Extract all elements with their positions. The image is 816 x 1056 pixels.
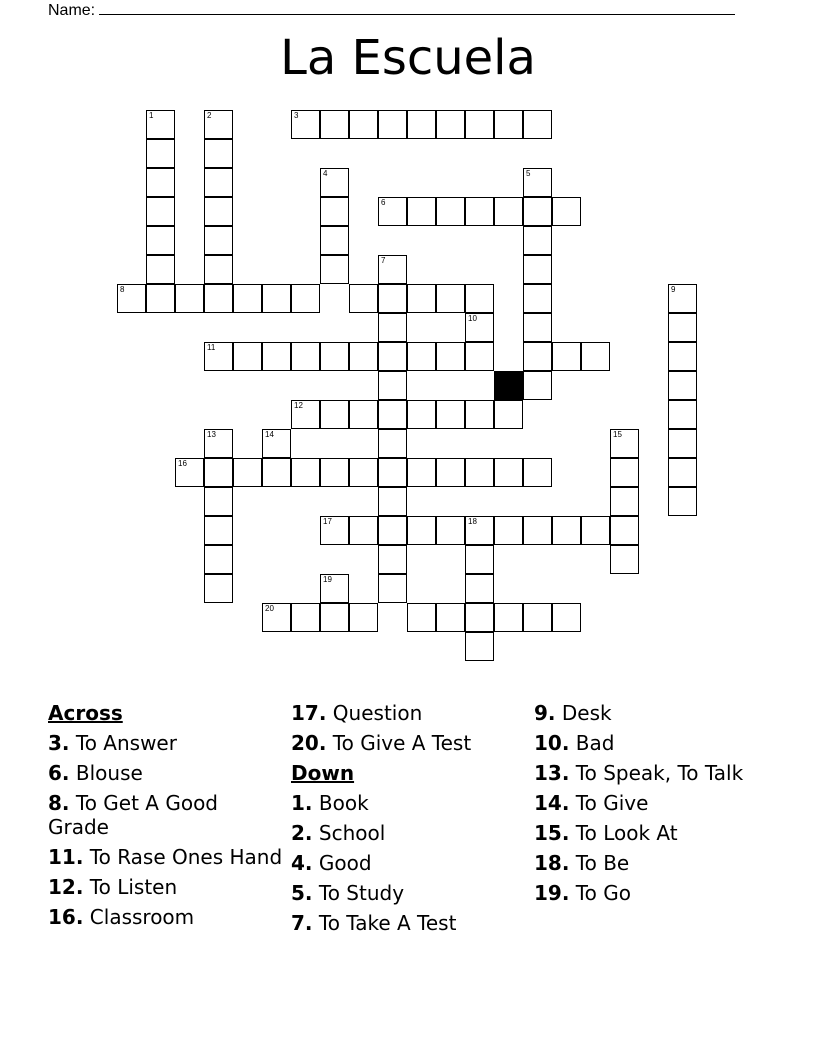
grid-cell[interactable] [204,284,233,313]
grid-cell[interactable] [378,487,407,516]
clue-item [534,881,769,905]
clue-number: 10 [468,314,477,323]
clue-item [291,791,526,815]
clue-item [48,731,283,755]
grid-cell[interactable] [204,255,233,284]
grid-cell[interactable] [552,603,581,632]
grid-cell[interactable] [465,458,494,487]
grid-cell[interactable] [291,284,320,313]
grid-cell[interactable] [610,487,639,516]
grid-cell[interactable] [378,197,407,226]
grid-cell[interactable] [349,400,378,429]
grid-cell[interactable] [146,139,175,168]
grid-cell[interactable] [146,284,175,313]
grid-cell[interactable] [523,371,552,400]
clue-number: 1 [149,111,154,120]
clue-heading-down: Down [291,761,355,785]
grid-cell[interactable] [320,574,349,603]
grid-cell[interactable] [668,400,697,429]
clue-item-text: To Give [575,791,649,815]
grid-cell[interactable] [407,342,436,371]
grid-cell[interactable] [204,516,233,545]
grid-cell[interactable] [204,487,233,516]
clue-number: 7 [381,256,386,265]
clue-item-number: 3. [48,731,70,755]
grid-cell[interactable] [523,110,552,139]
grid-cell[interactable] [668,284,697,313]
clue-number: 14 [265,430,274,439]
grid-cell[interactable] [465,632,494,661]
grid-cell[interactable] [523,458,552,487]
grid-cell[interactable] [465,342,494,371]
grid-cell[interactable] [204,458,233,487]
grid-cell[interactable] [320,516,349,545]
clue-item-number: 6. [48,761,70,785]
clue-number: 17 [323,517,332,526]
clue-item-text: To Listen [89,875,178,899]
grid-cell[interactable] [262,284,291,313]
grid-cell[interactable] [320,197,349,226]
clue-item-text: Question [332,701,423,725]
grid-cell[interactable] [262,429,291,458]
clue-item-number: 12. [48,875,84,899]
grid-cell[interactable] [610,458,639,487]
clue-number: 12 [294,401,303,410]
clue-item-number: 20. [291,731,327,755]
clue-item [534,821,769,845]
grid-cell[interactable] [436,603,465,632]
grid-cell[interactable] [523,255,552,284]
grid-cell[interactable] [378,313,407,342]
grid-cell[interactable] [407,458,436,487]
grid-cell[interactable] [465,516,494,545]
clue-number: 20 [265,604,274,613]
grid-cell[interactable] [262,458,291,487]
clue-item [534,851,769,875]
grid-cell[interactable] [610,545,639,574]
clue-column-3 [534,701,769,911]
grid-cell[interactable] [378,458,407,487]
clue-item [291,881,526,905]
blocked-cell [494,371,523,400]
grid-cell[interactable] [320,342,349,371]
grid-cell[interactable] [494,400,523,429]
clue-number: 13 [207,430,216,439]
grid-cell[interactable] [465,284,494,313]
grid-cell[interactable] [465,545,494,574]
clue-item-number: 15. [534,821,570,845]
grid-cell[interactable] [320,110,349,139]
grid-cell[interactable] [262,342,291,371]
grid-cell[interactable] [436,516,465,545]
grid-cell[interactable] [378,400,407,429]
grid-cell[interactable] [494,603,523,632]
clue-item-text: Book [318,791,369,815]
grid-cell[interactable] [523,284,552,313]
grid-cell[interactable] [146,255,175,284]
grid-cell[interactable] [552,197,581,226]
clue-item [534,731,769,755]
grid-cell[interactable] [523,226,552,255]
clue-number: 8 [120,285,125,294]
grid-cell[interactable] [668,458,697,487]
grid-cell[interactable] [523,313,552,342]
clue-heading-across: Across [48,701,123,725]
grid-cell[interactable] [291,400,320,429]
grid-cell[interactable] [523,197,552,226]
clue-item-number: 9. [534,701,556,725]
grid-cell[interactable] [407,516,436,545]
grid-cell[interactable] [378,110,407,139]
clue-item-text: To Rase Ones Hand [89,845,283,869]
grid-cell[interactable] [494,458,523,487]
grid-cell[interactable] [668,487,697,516]
grid-cell[interactable] [204,545,233,574]
clue-number: 16 [178,459,187,468]
clue-item [48,761,283,785]
grid-cell[interactable] [436,110,465,139]
grid-cell[interactable] [349,603,378,632]
grid-cell[interactable] [378,371,407,400]
clue-number: 2 [207,111,212,120]
grid-cell[interactable] [436,342,465,371]
clue-item-number: 1. [291,791,313,815]
grid-cell[interactable] [320,400,349,429]
grid-cell[interactable] [523,516,552,545]
clue-number: 19 [323,575,332,584]
grid-cell[interactable] [204,429,233,458]
clue-item-text: Good [318,851,372,875]
name-label: Name: [48,2,96,19]
grid-cell[interactable] [349,284,378,313]
grid-cell[interactable] [204,197,233,226]
clue-item-number: 18. [534,851,570,875]
grid-cell[interactable] [407,110,436,139]
grid-cell[interactable] [291,458,320,487]
grid-cell[interactable] [523,603,552,632]
clue-item [48,905,283,929]
grid-cell[interactable] [349,516,378,545]
clue-item [48,845,283,869]
grid-cell[interactable] [320,603,349,632]
clue-item-text: To Look At [575,821,678,845]
grid-cell[interactable] [378,545,407,574]
grid-cell[interactable] [204,110,233,139]
grid-cell[interactable] [204,226,233,255]
grid-cell[interactable] [349,110,378,139]
grid-cell[interactable] [378,429,407,458]
grid-cell[interactable] [291,342,320,371]
grid-cell[interactable] [378,516,407,545]
clue-item [291,911,526,935]
grid-cell[interactable] [349,342,378,371]
grid-cell[interactable] [465,313,494,342]
clue-item-text: To Answer [75,731,177,755]
clue-item-text: Bad [575,731,615,755]
grid-cell[interactable] [552,342,581,371]
clue-item-text: To Give A Test [332,731,472,755]
clue-item-number: 7. [291,911,313,935]
grid-cell[interactable] [407,400,436,429]
grid-cell[interactable] [204,574,233,603]
clue-item-text: Blouse [75,761,143,785]
clue-item-number: 8. [48,791,70,815]
clue-number: 11 [207,343,216,352]
grid-cell[interactable] [552,516,581,545]
page-title: La Escuela [280,30,536,86]
clue-item-number: 13. [534,761,570,785]
grid-cell[interactable] [581,516,610,545]
grid-cell[interactable] [320,226,349,255]
clue-item [291,731,526,755]
clue-item-number: 2. [291,821,313,845]
grid-cell[interactable] [668,429,697,458]
grid-cell[interactable] [378,342,407,371]
grid-cell[interactable] [465,603,494,632]
grid-cell[interactable] [436,458,465,487]
grid-cell[interactable] [146,168,175,197]
clue-item-text: Desk [561,701,612,725]
clue-item [534,791,769,815]
clue-number: 5 [526,169,531,178]
clue-item-text: To Go [575,881,631,905]
clue-item-number: 5. [291,881,313,905]
clue-item [291,701,526,725]
grid-cell[interactable] [523,168,552,197]
grid-cell[interactable] [668,313,697,342]
grid-cell[interactable] [436,284,465,313]
grid-cell[interactable] [465,574,494,603]
grid-cell[interactable] [668,342,697,371]
grid-cell[interactable] [117,284,146,313]
grid-cell[interactable] [146,110,175,139]
grid-cell[interactable] [378,574,407,603]
clue-item-text: School [318,821,386,845]
grid-cell[interactable] [233,342,262,371]
clue-number: 18 [468,517,477,526]
clue-item [534,701,769,725]
grid-cell[interactable] [494,110,523,139]
grid-cell[interactable] [146,226,175,255]
grid-cell[interactable] [320,458,349,487]
clue-column-2 [291,701,526,941]
grid-cell[interactable] [523,342,552,371]
clue-column-1 [48,701,283,935]
grid-cell[interactable] [320,168,349,197]
clue-item-number: 16. [48,905,84,929]
clue-item-number: 4. [291,851,313,875]
clue-item-text: To Speak, To Talk [575,761,744,785]
clue-item-text: To Get A Good Grade [48,791,218,839]
clue-item [291,851,526,875]
clue-number: 15 [613,430,622,439]
clue-item-number: 10. [534,731,570,755]
grid-cell[interactable] [436,197,465,226]
grid-cell[interactable] [204,342,233,371]
clue-number: 3 [294,111,299,120]
clue-item-number: 14. [534,791,570,815]
grid-cell[interactable] [465,110,494,139]
grid-cell[interactable] [668,371,697,400]
grid-cell[interactable] [407,603,436,632]
grid-cell[interactable] [610,516,639,545]
grid-cell[interactable] [494,516,523,545]
grid-cell[interactable] [233,284,262,313]
grid-cell[interactable] [262,603,291,632]
grid-cell[interactable] [233,458,262,487]
clue-item-text: To Be [575,851,630,875]
clue-number: 6 [381,198,386,207]
grid-cell[interactable] [436,400,465,429]
grid-cell[interactable] [291,110,320,139]
clue-number: 4 [323,169,328,178]
clue-item [48,875,283,899]
clue-item-number: 17. [291,701,327,725]
clue-item-text: To Study [318,881,405,905]
clue-item-number: 19. [534,881,570,905]
grid-cell[interactable] [378,284,407,313]
grid-cell[interactable] [175,284,204,313]
grid-cell[interactable] [407,197,436,226]
clue-item-text: To Take A Test [318,911,457,935]
grid-cell[interactable] [204,168,233,197]
clue-item [291,821,526,845]
clue-item-number: 11. [48,845,84,869]
grid-cell[interactable] [349,458,378,487]
grid-cell[interactable] [407,284,436,313]
grid-cell[interactable] [494,197,523,226]
grid-cell[interactable] [465,197,494,226]
grid-cell[interactable] [581,342,610,371]
grid-cell[interactable] [610,429,639,458]
grid-cell[interactable] [320,255,349,284]
grid-cell[interactable] [146,197,175,226]
grid-cell[interactable] [204,139,233,168]
grid-cell[interactable] [291,603,320,632]
clue-item-text: Classroom [89,905,195,929]
grid-cell[interactable] [378,255,407,284]
grid-cell[interactable] [465,400,494,429]
clue-item [534,761,769,785]
clue-item [48,791,283,839]
grid-cell[interactable] [175,458,204,487]
clue-number: 9 [671,285,676,294]
